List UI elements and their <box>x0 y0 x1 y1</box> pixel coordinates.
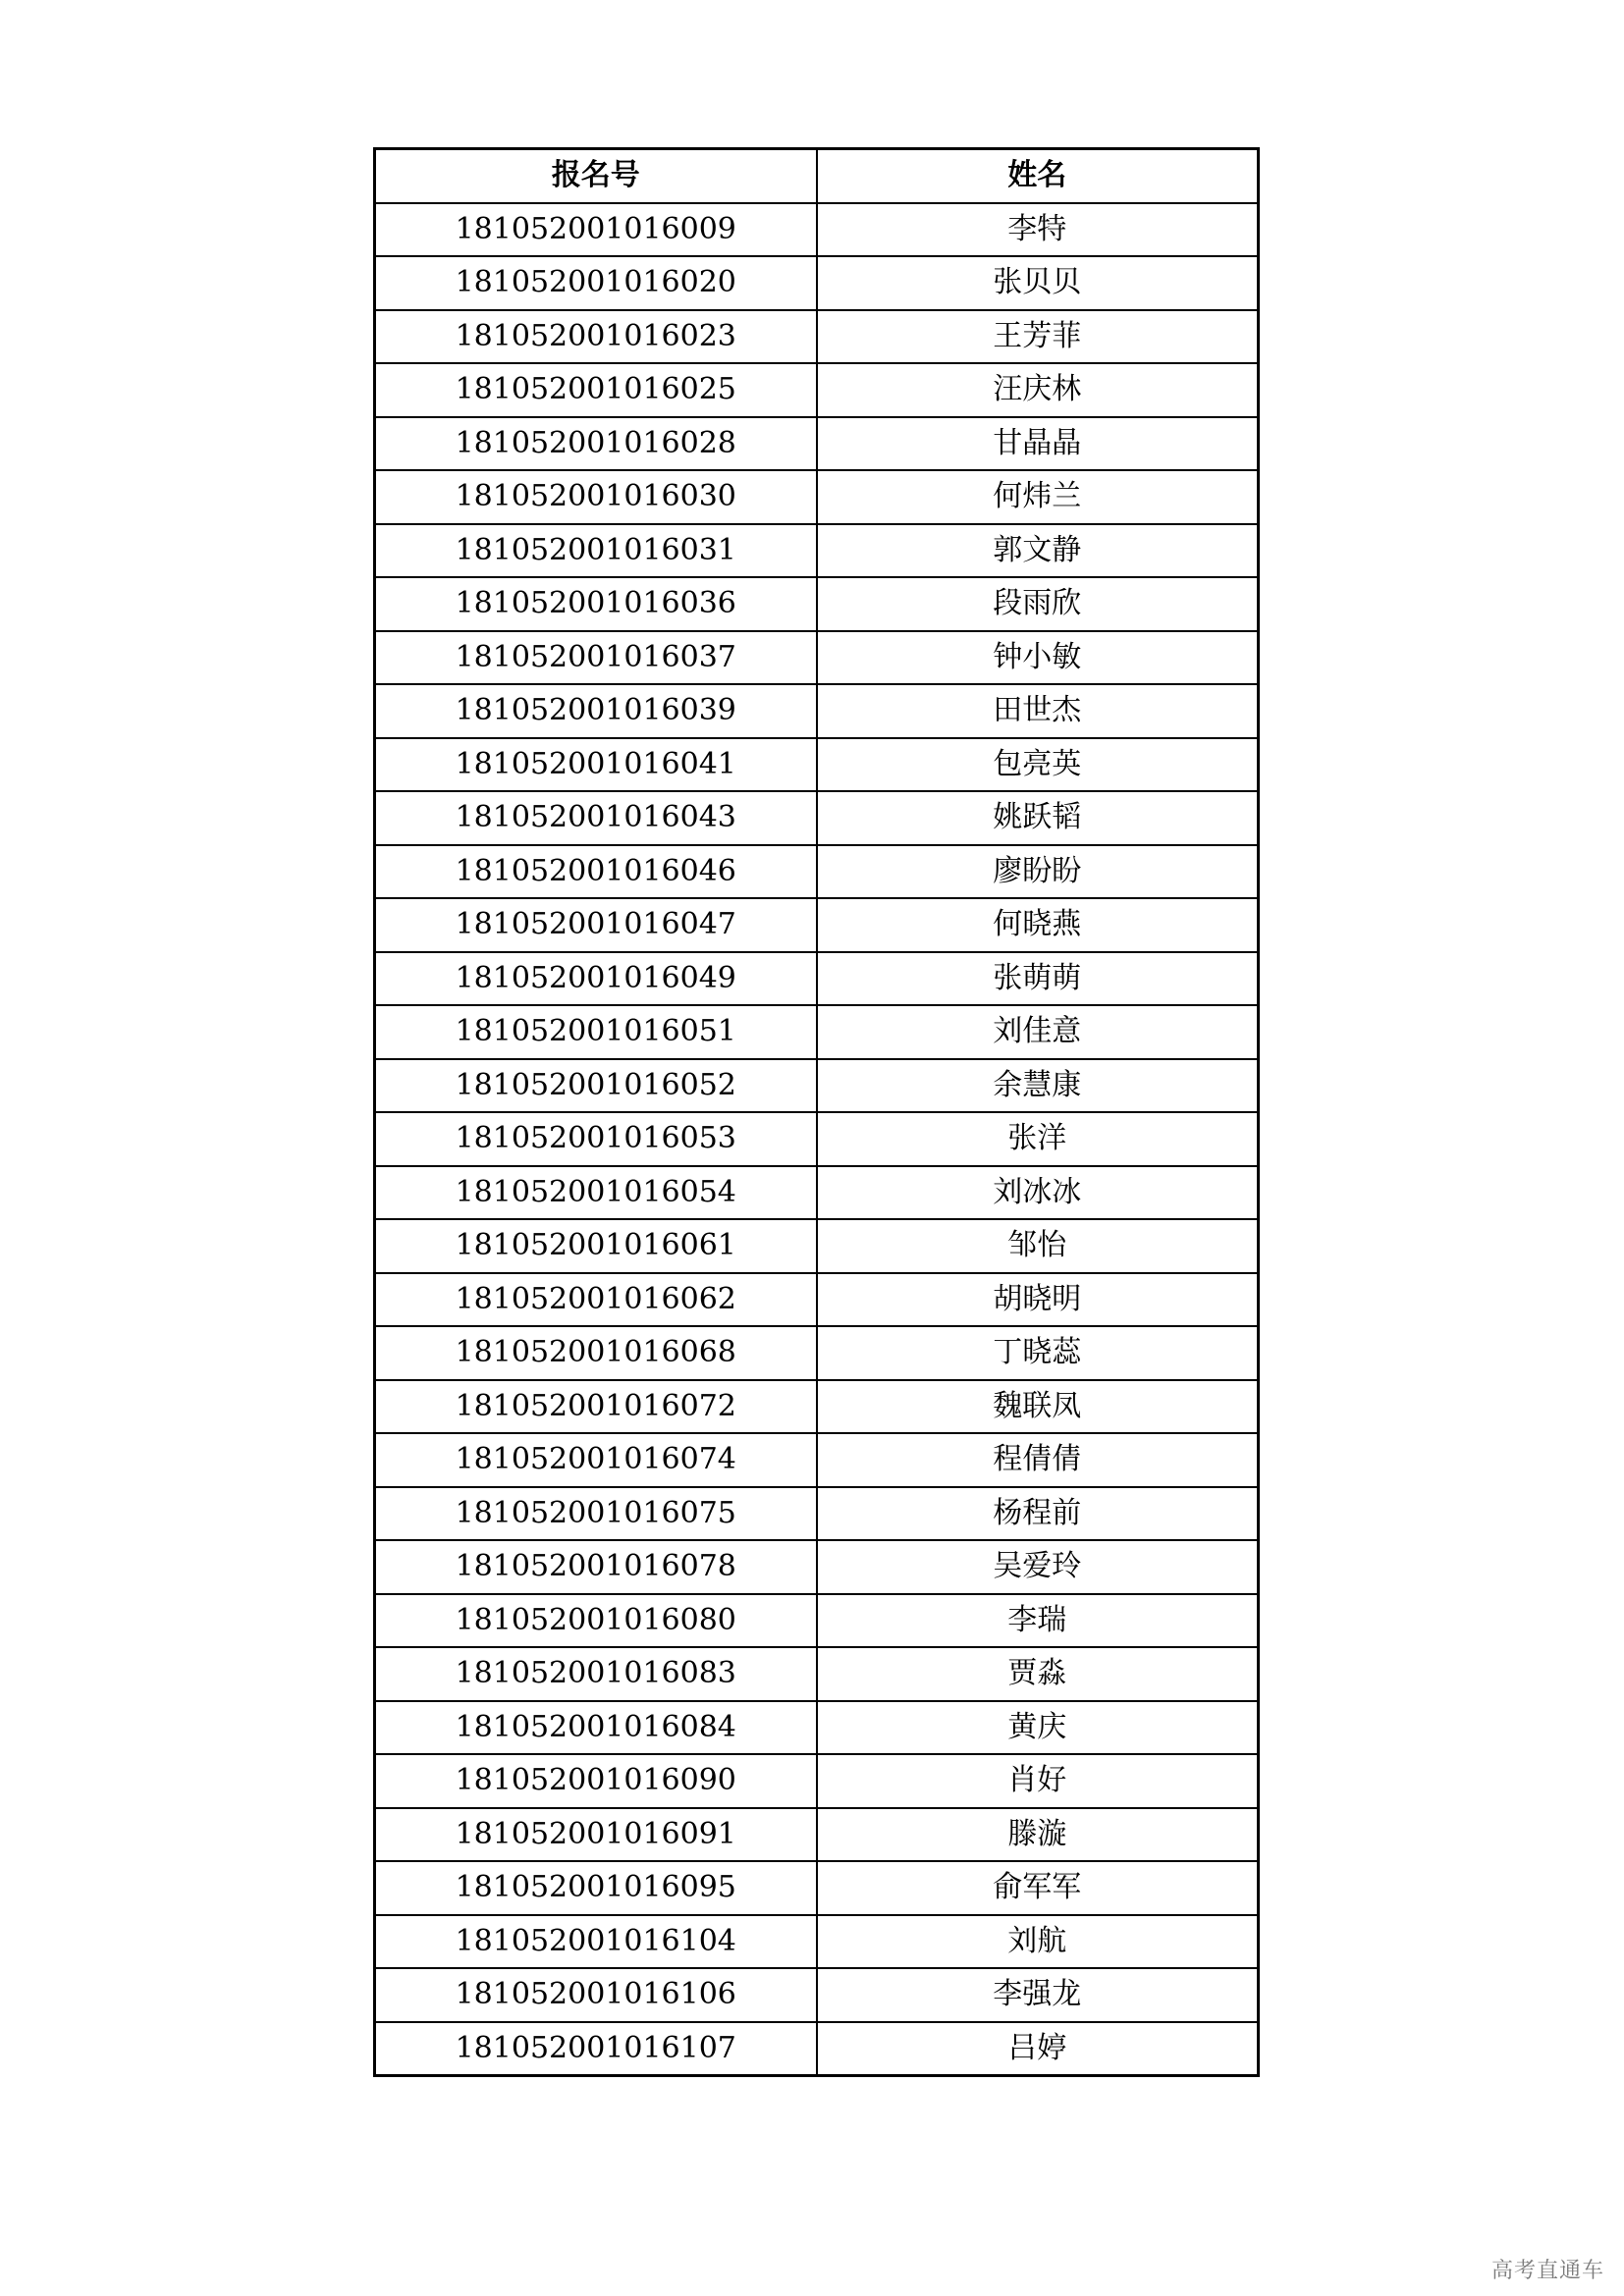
name-cell: 甘晶晶 <box>817 417 1259 471</box>
registration-number-cell: 181052001016107 <box>375 2022 817 2076</box>
table-row <box>375 898 1259 952</box>
name-cell: 俞军军 <box>817 1861 1259 1915</box>
table-row <box>375 845 1259 899</box>
table-row <box>375 1487 1259 1541</box>
name-cell: 张萌萌 <box>817 952 1259 1006</box>
registration-number-cell: 181052001016039 <box>375 684 817 738</box>
name-cell: 钟小敏 <box>817 631 1259 685</box>
table-row <box>375 1540 1259 1594</box>
table-row <box>375 1915 1259 1969</box>
registration-number-cell: 181052001016068 <box>375 1326 817 1380</box>
registration-number-cell: 181052001016046 <box>375 845 817 899</box>
table-row <box>375 1808 1259 1862</box>
registration-number-cell: 181052001016047 <box>375 898 817 952</box>
name-cell: 段雨欣 <box>817 577 1259 631</box>
registration-number-cell: 181052001016095 <box>375 1861 817 1915</box>
name-cell: 郭文静 <box>817 524 1259 578</box>
registration-number-cell: 181052001016051 <box>375 1005 817 1059</box>
name-cell: 王芳菲 <box>817 310 1259 364</box>
name-cell: 吕婷 <box>817 2022 1259 2076</box>
registration-number-cell: 181052001016020 <box>375 256 817 310</box>
registration-number-cell: 181052001016084 <box>375 1701 817 1755</box>
name-cell: 汪庆林 <box>817 363 1259 417</box>
registration-number-cell: 181052001016023 <box>375 310 817 364</box>
registration-number-cell: 181052001016083 <box>375 1647 817 1701</box>
table-row <box>375 1273 1259 1327</box>
registration-number-cell: 181052001016036 <box>375 577 817 631</box>
table-row <box>375 684 1259 738</box>
name-cell: 肖好 <box>817 1754 1259 1808</box>
registration-number-cell: 181052001016061 <box>375 1219 817 1273</box>
registration-number-cell: 181052001016080 <box>375 1594 817 1648</box>
table-row <box>375 738 1259 792</box>
table-row <box>375 791 1259 845</box>
registration-number-cell: 181052001016025 <box>375 363 817 417</box>
name-cell: 余慧康 <box>817 1059 1259 1113</box>
name-cell: 姚跃韬 <box>817 791 1259 845</box>
name-cell: 包亮英 <box>817 738 1259 792</box>
name-cell: 何晓燕 <box>817 898 1259 952</box>
table-row <box>375 1166 1259 1220</box>
name-cell: 吴爱玲 <box>817 1540 1259 1594</box>
table-row <box>375 1701 1259 1755</box>
registration-number-cell: 181052001016037 <box>375 631 817 685</box>
table-row <box>375 256 1259 310</box>
table-row <box>375 1754 1259 1808</box>
registration-number-cell: 181052001016049 <box>375 952 817 1006</box>
name-cell: 杨程前 <box>817 1487 1259 1541</box>
name-cell: 刘冰冰 <box>817 1166 1259 1220</box>
table-row <box>375 1647 1259 1701</box>
name-cell: 贾淼 <box>817 1647 1259 1701</box>
registration-number-cell: 181052001016106 <box>375 1968 817 2022</box>
name-cell: 刘航 <box>817 1915 1259 1969</box>
registration-number-cell: 181052001016104 <box>375 1915 817 1969</box>
name-cell: 胡晓明 <box>817 1273 1259 1327</box>
name-cell: 李强龙 <box>817 1968 1259 2022</box>
name-cell: 滕漩 <box>817 1808 1259 1862</box>
table-row <box>375 1594 1259 1648</box>
table-row <box>375 1326 1259 1380</box>
registration-number-cell: 181052001016041 <box>375 738 817 792</box>
registration-number-cell: 181052001016072 <box>375 1380 817 1434</box>
name-cell: 张贝贝 <box>817 256 1259 310</box>
registration-number-cell: 181052001016091 <box>375 1808 817 1862</box>
table-row <box>375 417 1259 471</box>
registration-number-cell: 181052001016053 <box>375 1112 817 1166</box>
table-row <box>375 1112 1259 1166</box>
registration-table <box>373 147 1260 2077</box>
registration-number-cell: 181052001016062 <box>375 1273 817 1327</box>
header-name: 姓名 <box>817 149 1259 203</box>
table-row <box>375 577 1259 631</box>
name-cell: 田世杰 <box>817 684 1259 738</box>
registration-number-cell: 181052001016052 <box>375 1059 817 1113</box>
table-row <box>375 952 1259 1006</box>
table-row <box>375 1219 1259 1273</box>
table-row <box>375 1005 1259 1059</box>
registration-number-cell: 181052001016090 <box>375 1754 817 1808</box>
table-row <box>375 363 1259 417</box>
name-cell: 魏联凤 <box>817 1380 1259 1434</box>
table-header-row <box>375 149 1259 203</box>
registration-number-cell: 181052001016074 <box>375 1433 817 1487</box>
registration-number-cell: 181052001016009 <box>375 203 817 257</box>
header-registration-number: 报名号 <box>375 149 817 203</box>
name-cell: 李特 <box>817 203 1259 257</box>
table-row <box>375 203 1259 257</box>
table-row <box>375 1861 1259 1915</box>
table-row <box>375 1433 1259 1487</box>
registration-number-cell: 181052001016075 <box>375 1487 817 1541</box>
name-cell: 张洋 <box>817 1112 1259 1166</box>
table-row <box>375 310 1259 364</box>
name-cell: 程倩倩 <box>817 1433 1259 1487</box>
table-row <box>375 631 1259 685</box>
table-row <box>375 1059 1259 1113</box>
table-row <box>375 1380 1259 1434</box>
registration-number-cell: 181052001016030 <box>375 470 817 524</box>
registration-number-cell: 181052001016054 <box>375 1166 817 1220</box>
table-row <box>375 524 1259 578</box>
name-cell: 廖盼盼 <box>817 845 1259 899</box>
registration-number-cell: 181052001016043 <box>375 791 817 845</box>
watermark-text: 高考直通车 <box>1490 2259 1604 2283</box>
name-cell: 邹怡 <box>817 1219 1259 1273</box>
name-cell: 黄庆 <box>817 1701 1259 1755</box>
registration-number-cell: 181052001016078 <box>375 1540 817 1594</box>
name-cell: 何炜兰 <box>817 470 1259 524</box>
name-cell: 刘佳意 <box>817 1005 1259 1059</box>
registration-number-cell: 181052001016031 <box>375 524 817 578</box>
name-cell: 李瑞 <box>817 1594 1259 1648</box>
table-body <box>375 203 1259 2076</box>
registration-number-cell: 181052001016028 <box>375 417 817 471</box>
name-cell: 丁晓蕊 <box>817 1326 1259 1380</box>
table-row <box>375 470 1259 524</box>
table-row <box>375 1968 1259 2022</box>
table-row <box>375 2022 1259 2076</box>
